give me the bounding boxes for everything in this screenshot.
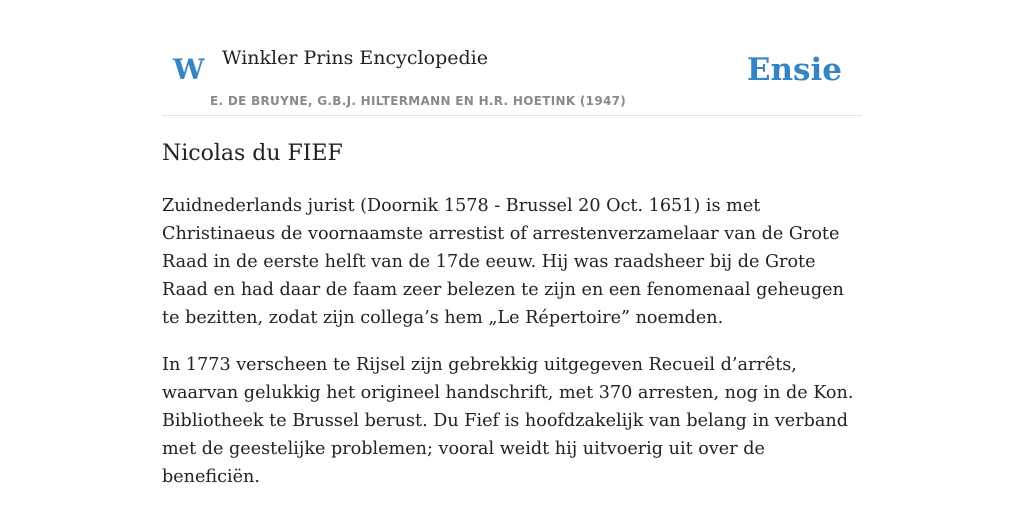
source-header xyxy=(162,0,862,116)
article-body xyxy=(162,192,862,510)
source-logo[interactable]: W xyxy=(173,53,205,86)
ensie-logo[interactable]: Ensie xyxy=(746,52,842,88)
source-authors: E. DE BRUYNE, G.B.J. HILTERMANN EN H.R. HOETINK (1947) xyxy=(210,94,627,108)
article-title: Nicolas du FIEF xyxy=(162,141,343,166)
article-paragraph: In 1773 verscheen te Rijsel zijn gebrekkig uitgegeven Recueil d’arrêts, waarvan gelukkig het origineel handschrift, met 370 arresten, nog in de Kon. Bibliotheek te Brussel berust. Du Fief is hoofdzakelijk van belang in verband met de geestelijke problemen; vooral weidt hij uitvoerig uit over de beneficiën. xyxy=(162,355,854,487)
article-page xyxy=(162,0,862,512)
source-title[interactable]: Winkler Prins Encyclopedie xyxy=(222,47,488,69)
article-paragraph: Zuidnederlands jurist (Doornik 1578 - Brussel 20 Oct. 1651) is met Christinaeus de voornaamste arrestist of arrestenverzamelaar van de Grote Raad in de eerste helft van de 17de eeuw. Hij was raadsheer bij de Grote Raad en had daar de faam zeer belezen te zijn en een fenomenaal geheugen te bezitten, zodat zijn collega’s hem „Le Répertoire” noemden. xyxy=(162,196,844,328)
